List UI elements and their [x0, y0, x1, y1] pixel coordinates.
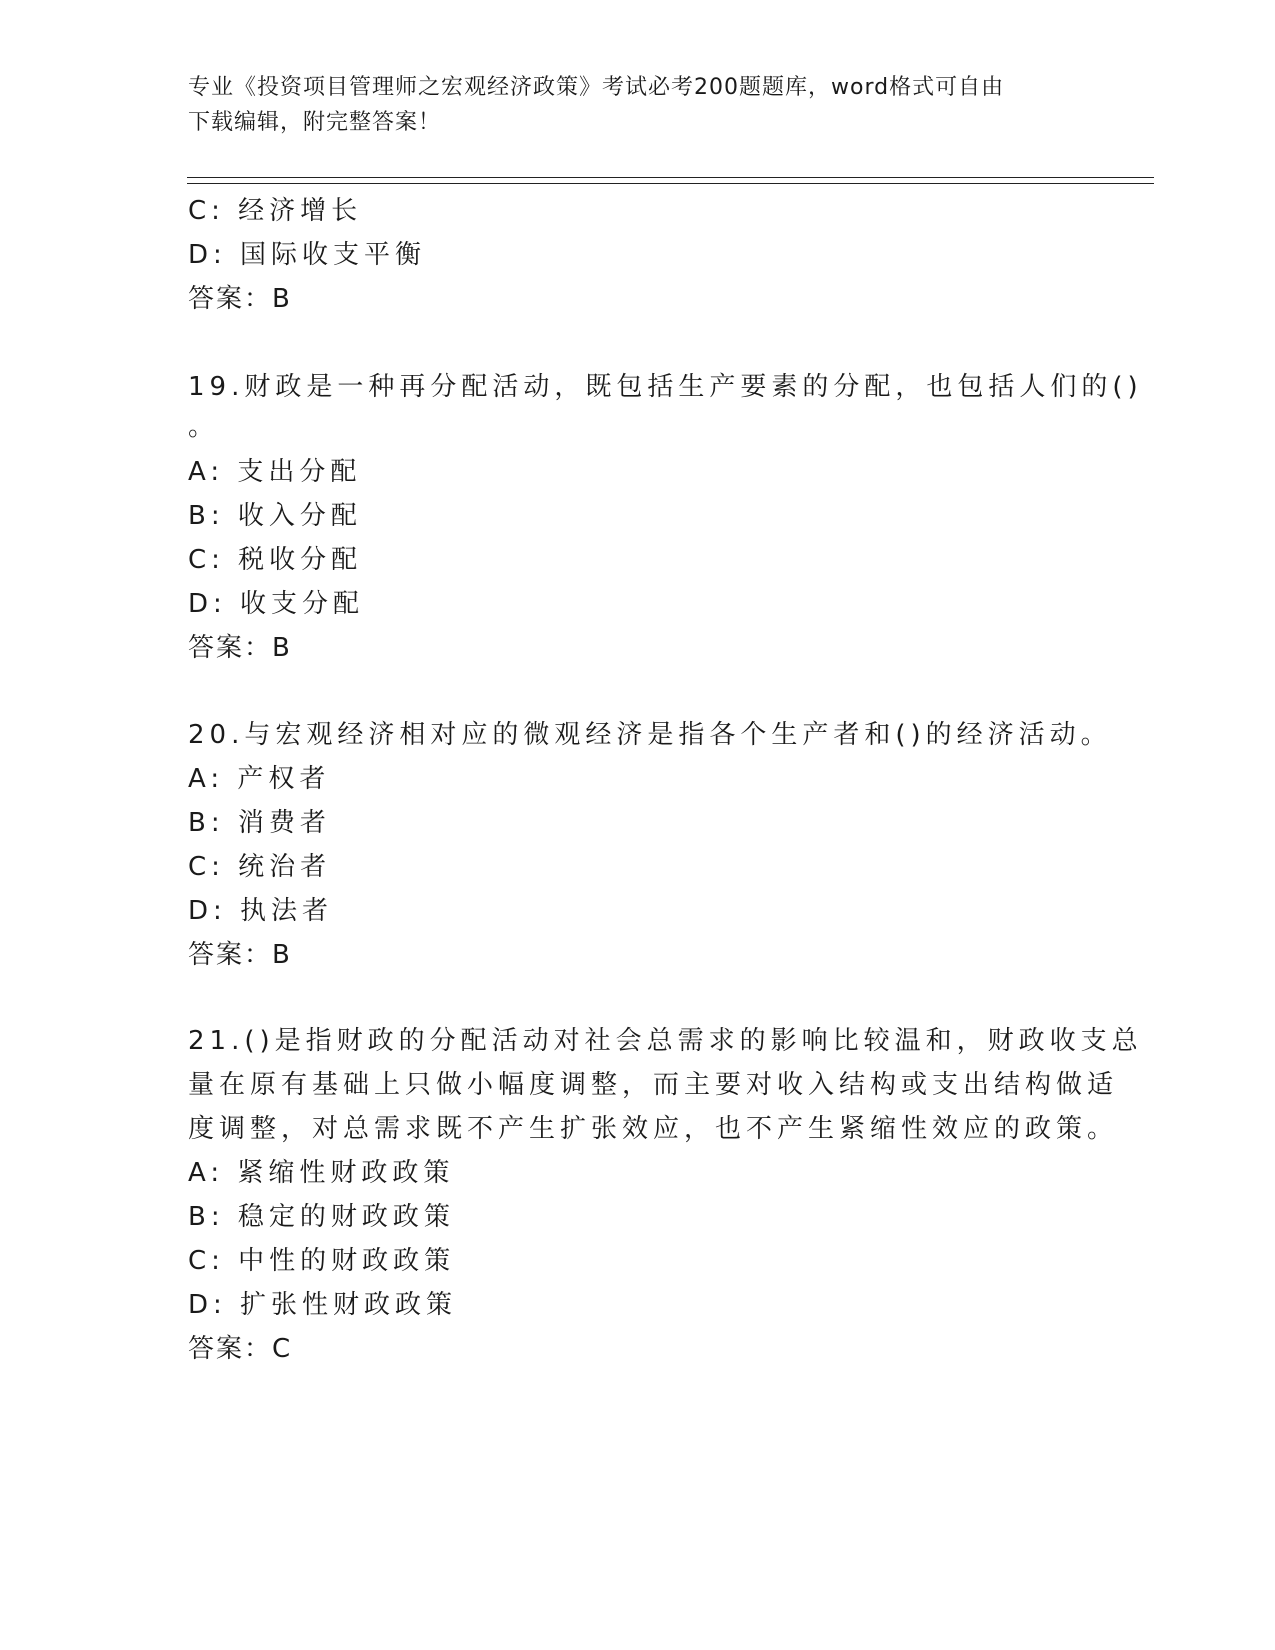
question-20-option-d: D: 执法者: [188, 896, 334, 926]
question-21-option-c: C: 中性的财政政策: [188, 1246, 456, 1276]
question-21-option-b: B: 稳定的财政政策: [188, 1202, 455, 1232]
question-19-stem-line-2: 。: [188, 412, 220, 442]
answer-value: B: [272, 940, 290, 970]
header-line-1: 专业《投资项目管理师之宏观经济政策》考试必考200题题库，word格式可自由: [188, 75, 1005, 100]
question-21-answer: [188, 1326, 290, 1372]
question-19-stem-line-1: 19.财政是一种再分配活动，既包括生产要素的分配，也包括人们的(): [188, 372, 1143, 402]
question-21-option-d: D: 扩张性财政政策: [188, 1290, 458, 1320]
question-21-stem-line-3: 度调整，对总需求既不产生扩张效应，也不产生紧缩性效应的政策。: [188, 1114, 1119, 1144]
question-20-option-b: B: 消费者: [188, 808, 331, 838]
question-19-option-b: B: 收入分配: [188, 501, 362, 531]
question-20-stem-line-1: 20.与宏观经济相对应的微观经济是指各个生产者和()的经济活动。: [188, 720, 1112, 750]
question-21-stem-line-1: 21.()是指财政的分配活动对社会总需求的影响比较温和，财政收支总: [188, 1026, 1143, 1056]
option-d: D: 国际收支平衡: [188, 240, 427, 270]
question-21-stem-line-2: 量在原有基础上只做小幅度调整，而主要对收入结构或支出结构做适: [188, 1070, 1119, 1100]
header-line-2: 下载编辑，附完整答案！: [188, 110, 442, 135]
question-20-option-a: A: 产权者: [188, 764, 331, 794]
answer-label: 答案：: [188, 633, 273, 663]
option-c: C: 经济增长: [188, 196, 363, 226]
question-21-option-a: A: 紧缩性财政政策: [188, 1158, 455, 1188]
answer-value: B: [272, 633, 290, 663]
header-divider-top: [187, 177, 1154, 178]
question-20-option-c: C: 统治者: [188, 852, 332, 882]
answer-value: C: [272, 1334, 291, 1364]
question-19-option-d: D: 收支分配: [188, 589, 365, 619]
answer-label: 答案：: [188, 284, 273, 314]
question-20-answer: [188, 932, 290, 978]
question-19-answer: [188, 625, 290, 671]
header-divider-bottom: [187, 183, 1154, 184]
answer-line: [188, 276, 290, 322]
document-header: [188, 70, 1088, 140]
question-19-option-c: C: 税收分配: [188, 545, 363, 575]
answer-label: 答案：: [188, 1334, 273, 1364]
answer-label: 答案：: [188, 940, 273, 970]
question-19-option-a: A: 支出分配: [188, 457, 362, 487]
answer-value: B: [272, 284, 290, 314]
